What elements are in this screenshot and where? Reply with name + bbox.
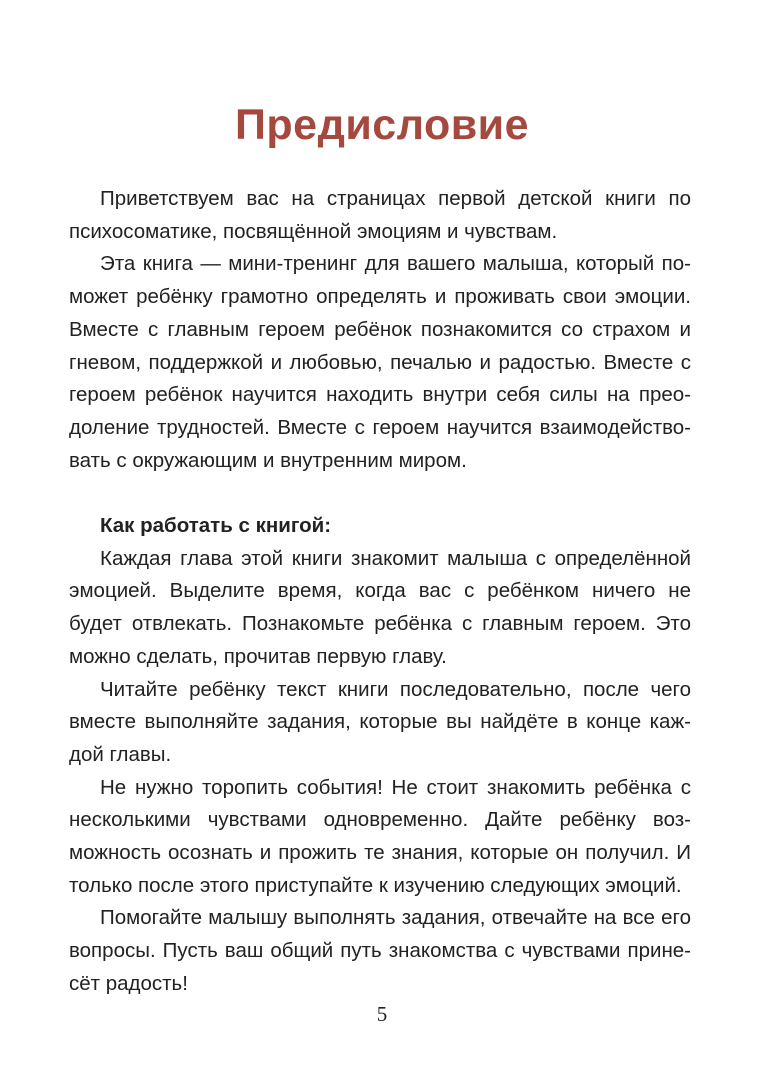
section-paragraph-1: Каждая глава этой книги знакомит малыша с определённой эмоцией. Выделите время, когда вас с ребёнком ничего не будет отвлекать. Познакомьте ребёнка с главным героем. Это можно сделать, прочитав первую главу. xyxy=(69,546,691,668)
page-number: 5 xyxy=(376,1002,388,1026)
section-paragraph-3: Не нужно торопить события! Не стоит знакомить ребёнка с несколькими чувствами одновременно. Дайте ребёнку возможность осознать и прожить те знания, которые он получил. И только после этого приступайте к изучению следующих эмоций. xyxy=(69,775,691,897)
section-paragraph-4: Помогайте малышу выполнять задания, отвечайте на все его вопросы. Пусть ваш общий путь знакомства с чувствами принесёт радость! xyxy=(69,906,691,995)
intro-paragraph-2: Эта книга — мини-тренинг для вашего малыша, который поможет ребёнку грамотно определять и проживать свои эмоции. Вместе с главным героем ребёнок познакомится со страхом и гневом, поддержкой и любовью, печалью и радостью. Вместе с героем ребёнок научится находить внутри себя силы на преодоление трудностей. Вместе с героем научится взаимодействовать с окружающим и внутренним миром. xyxy=(69,252,691,472)
page-title: Предисловие xyxy=(234,101,530,149)
section-heading: Как работать с книгой: xyxy=(100,514,332,538)
page-body xyxy=(69,183,691,1001)
intro-paragraph-1: Приветствуем вас на страницах первой детской книги по психосоматике, посвящённой эмоциям и чувствам. xyxy=(69,187,691,243)
section-paragraph-2: Читайте ребёнку текст книги последовательно, после чего вместе выполняйте задания, которые вы найдёте в конце каждой главы. xyxy=(69,677,691,766)
